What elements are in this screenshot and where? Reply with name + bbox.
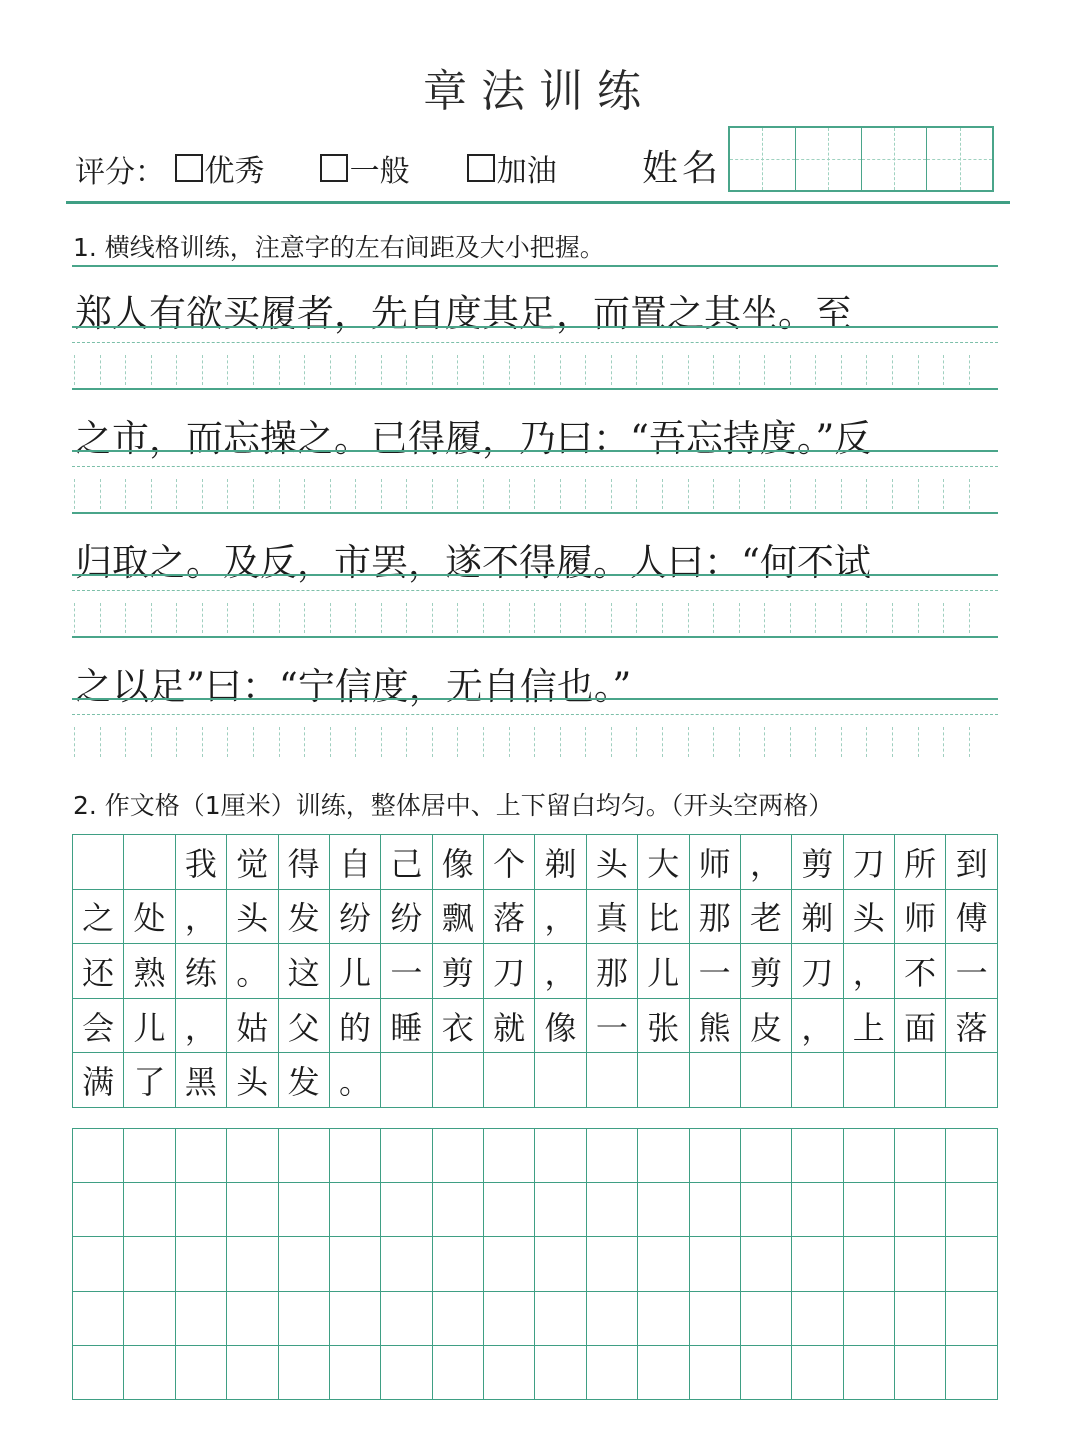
grid-row [73, 835, 998, 890]
grid-cell: 发 [278, 889, 329, 944]
grid-cell [740, 1053, 791, 1108]
empty-grid-cell[interactable] [381, 1237, 432, 1291]
dashed-rule [72, 342, 998, 343]
handwriting-line: 郑人有欲买履者，先自度其足，而置之其坐。至 [75, 292, 852, 335]
dashed-rule [72, 466, 998, 467]
name-cell[interactable] [730, 128, 796, 190]
handwriting-line: 归取之。及反，市罢，遂不得履。人曰：“何不试 [75, 541, 871, 584]
practice-tick-row[interactable] [74, 479, 970, 509]
checkbox-average[interactable] [320, 146, 410, 190]
grid-cell [689, 1053, 740, 1108]
empty-grid-cell[interactable] [792, 1183, 843, 1237]
grid-cell: 熟 [124, 944, 175, 999]
empty-grid-cell[interactable] [740, 1129, 791, 1183]
empty-grid-cell[interactable] [792, 1129, 843, 1183]
grid-cell: 纷 [381, 889, 432, 944]
grid-row [73, 944, 998, 999]
empty-grid-cell[interactable] [73, 1237, 124, 1291]
green-rule [72, 512, 998, 514]
grid-cell [586, 1053, 637, 1108]
empty-grid-cell[interactable] [124, 1129, 175, 1183]
empty-grid-cell[interactable] [278, 1183, 329, 1237]
empty-grid-cell[interactable] [535, 1237, 586, 1291]
grid-cell: 黑 [175, 1053, 226, 1108]
empty-grid-cell[interactable] [689, 1345, 740, 1399]
grid-cell: 刀 [792, 944, 843, 999]
empty-grid-cell[interactable] [227, 1291, 278, 1345]
grid-row [73, 1291, 998, 1345]
grid-cell: 发 [278, 1053, 329, 1108]
empty-grid-cell[interactable] [175, 1129, 226, 1183]
checkbox-label: 优秀 [204, 154, 265, 189]
green-rule [72, 326, 998, 328]
green-rule [72, 574, 998, 576]
grid-cell: 一 [586, 998, 637, 1053]
empty-grid-cell[interactable] [638, 1291, 689, 1345]
grid-cell: 落 [484, 889, 535, 944]
grid-cell: 纷 [329, 889, 380, 944]
grid-cell: ， [740, 835, 791, 890]
green-rule [72, 265, 998, 267]
empty-grid-cell[interactable] [586, 1129, 637, 1183]
composition-grid-empty[interactable] [72, 1128, 998, 1400]
empty-grid-cell[interactable] [175, 1345, 226, 1399]
grid-cell: 这 [278, 944, 329, 999]
empty-grid-cell[interactable] [638, 1237, 689, 1291]
grid-row [73, 1129, 998, 1183]
empty-grid-cell[interactable] [895, 1237, 946, 1291]
grid-cell: 刀 [484, 944, 535, 999]
empty-grid-cell[interactable] [638, 1183, 689, 1237]
grid-cell: 那 [689, 889, 740, 944]
empty-grid-cell[interactable] [895, 1345, 946, 1399]
empty-grid-cell[interactable] [432, 1129, 483, 1183]
grid-cell: 上 [843, 998, 894, 1053]
rating-row [75, 146, 557, 191]
grid-cell: 老 [740, 889, 791, 944]
empty-grid-cell[interactable] [535, 1129, 586, 1183]
grid-cell: ， [535, 944, 586, 999]
grid-cell: 师 [895, 889, 946, 944]
grid-cell [484, 1053, 535, 1108]
grid-cell: 之 [73, 889, 124, 944]
grid-cell: 得 [278, 835, 329, 890]
grid-cell: 真 [586, 889, 637, 944]
empty-grid-cell[interactable] [278, 1345, 329, 1399]
grid-row [73, 1183, 998, 1237]
empty-grid-cell[interactable] [227, 1237, 278, 1291]
empty-grid-cell[interactable] [73, 1291, 124, 1345]
checkbox-keep-going[interactable] [467, 146, 557, 190]
grid-cell: 自 [329, 835, 380, 890]
grid-cell [432, 1053, 483, 1108]
grid-cell: 剪 [740, 944, 791, 999]
grid-cell: 姑 [227, 998, 278, 1053]
empty-grid-cell[interactable] [175, 1237, 226, 1291]
empty-grid-cell[interactable] [73, 1129, 124, 1183]
grid-cell: 就 [484, 998, 535, 1053]
empty-grid-cell[interactable] [689, 1291, 740, 1345]
empty-grid-cell[interactable] [843, 1183, 894, 1237]
grid-cell: 像 [535, 998, 586, 1053]
empty-grid-cell[interactable] [73, 1345, 124, 1399]
empty-grid-cell[interactable] [432, 1237, 483, 1291]
grid-cell: 皮 [740, 998, 791, 1053]
empty-grid-cell[interactable] [329, 1183, 380, 1237]
grid-row [73, 1053, 998, 1108]
empty-grid-cell[interactable] [124, 1345, 175, 1399]
empty-grid-cell[interactable] [432, 1183, 483, 1237]
grid-cell: 睡 [381, 998, 432, 1053]
grid-cell [638, 1053, 689, 1108]
empty-grid-cell[interactable] [227, 1183, 278, 1237]
empty-grid-cell[interactable] [792, 1237, 843, 1291]
green-rule [72, 698, 998, 700]
grid-cell: 落 [946, 998, 998, 1053]
empty-grid-cell[interactable] [843, 1237, 894, 1291]
grid-cell: 练 [175, 944, 226, 999]
grid-cell: 。 [227, 944, 278, 999]
empty-grid-cell[interactable] [689, 1237, 740, 1291]
name-label: 姓名 [642, 148, 723, 189]
empty-grid-cell[interactable] [278, 1129, 329, 1183]
grid-row [73, 889, 998, 944]
empty-grid-cell[interactable] [946, 1291, 998, 1345]
grid-cell: 我 [175, 835, 226, 890]
empty-grid-cell[interactable] [175, 1291, 226, 1345]
empty-grid-cell[interactable] [124, 1237, 175, 1291]
grid-cell: 头 [227, 889, 278, 944]
grid-cell: 一 [946, 944, 998, 999]
empty-grid-cell[interactable] [432, 1345, 483, 1399]
empty-grid-cell[interactable] [946, 1237, 998, 1291]
grid-cell: 了 [124, 1053, 175, 1108]
grid-cell: 剃 [535, 835, 586, 890]
grid-cell: 儿 [329, 944, 380, 999]
grid-cell: 。 [329, 1053, 380, 1108]
empty-grid-cell[interactable] [586, 1291, 637, 1345]
practice-tick-row[interactable] [74, 727, 970, 757]
name-writing-grid[interactable] [728, 126, 994, 192]
grid-cell: 父 [278, 998, 329, 1053]
grid-cell [792, 1053, 843, 1108]
checkbox-label: 一般 [349, 154, 410, 189]
green-rule [72, 450, 998, 452]
empty-grid-cell[interactable] [843, 1129, 894, 1183]
grid-cell: 剪 [432, 944, 483, 999]
grid-cell: 会 [73, 998, 124, 1053]
empty-grid-cell[interactable] [227, 1345, 278, 1399]
empty-grid-cell[interactable] [381, 1183, 432, 1237]
empty-grid-cell[interactable] [484, 1291, 535, 1345]
empty-grid-cell[interactable] [895, 1129, 946, 1183]
grid-cell: 傅 [946, 889, 998, 944]
page-title: 章法训练 [423, 66, 655, 117]
green-rule [72, 636, 998, 638]
empty-grid-cell[interactable] [689, 1183, 740, 1237]
grid-cell [895, 1053, 946, 1108]
grid-cell [535, 1053, 586, 1108]
grid-cell: 比 [638, 889, 689, 944]
grid-cell: 张 [638, 998, 689, 1053]
practice-tick-row[interactable] [74, 355, 970, 385]
empty-grid-cell[interactable] [586, 1345, 637, 1399]
grid-cell: 面 [895, 998, 946, 1053]
dashed-rule [72, 714, 998, 715]
grid-cell: 大 [638, 835, 689, 890]
empty-grid-cell[interactable] [740, 1183, 791, 1237]
grid-cell: 那 [586, 944, 637, 999]
empty-grid-cell[interactable] [740, 1237, 791, 1291]
grid-cell: 觉 [227, 835, 278, 890]
grid-cell: 儿 [124, 998, 175, 1053]
handwriting-line: 之市，而忘操之。已得履，乃曰：“吾忘持度。”反 [75, 417, 872, 460]
name-cell[interactable] [862, 128, 928, 190]
empty-grid-cell[interactable] [124, 1183, 175, 1237]
empty-grid-cell[interactable] [175, 1183, 226, 1237]
empty-grid-cell[interactable] [329, 1291, 380, 1345]
grid-cell: 剪 [792, 835, 843, 890]
grid-cell: 处 [124, 889, 175, 944]
grid-cell: 刀 [843, 835, 894, 890]
grid-cell: 头 [227, 1053, 278, 1108]
grid-cell: ， [792, 998, 843, 1053]
checkbox-square[interactable] [175, 154, 203, 182]
grid-cell: 熊 [689, 998, 740, 1053]
green-rule [72, 388, 998, 390]
grid-row [73, 1345, 998, 1399]
grid-cell: 个 [484, 835, 535, 890]
empty-grid-cell[interactable] [381, 1345, 432, 1399]
checkbox-label: 加油 [496, 154, 557, 189]
grid-cell: 头 [843, 889, 894, 944]
empty-grid-cell[interactable] [946, 1129, 998, 1183]
empty-grid-cell[interactable] [638, 1129, 689, 1183]
grid-cell: 剃 [792, 889, 843, 944]
grid-cell: 还 [73, 944, 124, 999]
grid-cell: ， [535, 889, 586, 944]
section1-title: 1. 横线格训练，注意字的左右间距及大小把握。 [73, 233, 605, 262]
grid-cell: ， [175, 998, 226, 1053]
empty-grid-cell[interactable] [895, 1183, 946, 1237]
empty-grid-cell[interactable] [484, 1237, 535, 1291]
grid-row [73, 998, 998, 1053]
empty-grid-cell[interactable] [843, 1345, 894, 1399]
practice-tick-row[interactable] [74, 603, 970, 633]
grid-cell: 所 [895, 835, 946, 890]
grid-cell: 衣 [432, 998, 483, 1053]
grid-cell: 的 [329, 998, 380, 1053]
empty-grid-cell[interactable] [124, 1291, 175, 1345]
grid-cell: 头 [586, 835, 637, 890]
grid-row [73, 1237, 998, 1291]
grid-cell: 到 [946, 835, 998, 890]
empty-grid-cell[interactable] [432, 1291, 483, 1345]
grid-cell: 一 [381, 944, 432, 999]
empty-grid-cell[interactable] [586, 1237, 637, 1291]
grid-cell: 儿 [638, 944, 689, 999]
rating-label: 评分： [75, 155, 165, 190]
empty-grid-cell[interactable] [381, 1129, 432, 1183]
empty-grid-cell[interactable] [278, 1237, 329, 1291]
empty-grid-cell[interactable] [792, 1345, 843, 1399]
grid-cell [843, 1053, 894, 1108]
empty-grid-cell[interactable] [329, 1345, 380, 1399]
grid-cell: 己 [381, 835, 432, 890]
empty-grid-cell[interactable] [535, 1291, 586, 1345]
empty-grid-cell[interactable] [689, 1129, 740, 1183]
empty-grid-cell[interactable] [381, 1291, 432, 1345]
empty-grid-cell[interactable] [843, 1291, 894, 1345]
grid-cell [381, 1053, 432, 1108]
grid-cell: 像 [432, 835, 483, 890]
grid-cell: 满 [73, 1053, 124, 1108]
empty-grid-cell[interactable] [895, 1291, 946, 1345]
empty-grid-cell[interactable] [946, 1345, 998, 1399]
grid-cell: ， [843, 944, 894, 999]
grid-cell: 一 [689, 944, 740, 999]
dashed-rule [72, 590, 998, 591]
checkbox-excellent[interactable] [175, 146, 265, 190]
empty-grid-cell[interactable] [73, 1183, 124, 1237]
empty-grid-cell[interactable] [329, 1237, 380, 1291]
empty-grid-cell[interactable] [792, 1291, 843, 1345]
section2-title: 2. 作文格（1厘米）训练，整体居中、上下留白均匀。（开头空两格） [73, 791, 834, 820]
grid-cell [73, 835, 124, 890]
composition-grid-filled [72, 834, 998, 1108]
empty-grid-cell[interactable] [484, 1345, 535, 1399]
empty-grid-cell[interactable] [740, 1345, 791, 1399]
grid-cell: 师 [689, 835, 740, 890]
grid-cell: ， [175, 889, 226, 944]
header-divider [66, 201, 1010, 204]
checkbox-square[interactable] [467, 154, 495, 182]
grid-cell: 飘 [432, 889, 483, 944]
empty-grid-cell[interactable] [535, 1345, 586, 1399]
checkbox-square[interactable] [320, 154, 348, 182]
empty-grid-cell[interactable] [329, 1129, 380, 1183]
empty-grid-cell[interactable] [586, 1183, 637, 1237]
grid-cell [946, 1053, 998, 1108]
empty-grid-cell[interactable] [535, 1183, 586, 1237]
empty-grid-cell[interactable] [638, 1345, 689, 1399]
empty-grid-cell[interactable] [740, 1291, 791, 1345]
grid-cell: 不 [895, 944, 946, 999]
name-cell[interactable] [927, 128, 992, 190]
name-cell[interactable] [796, 128, 862, 190]
grid-cell [124, 835, 175, 890]
empty-grid-cell[interactable] [484, 1129, 535, 1183]
handwriting-line: 之以足”曰：“宁信度，无自信也。” [75, 665, 632, 708]
empty-grid-cell[interactable] [227, 1129, 278, 1183]
empty-grid-cell[interactable] [484, 1183, 535, 1237]
empty-grid-cell[interactable] [946, 1183, 998, 1237]
empty-grid-cell[interactable] [278, 1291, 329, 1345]
